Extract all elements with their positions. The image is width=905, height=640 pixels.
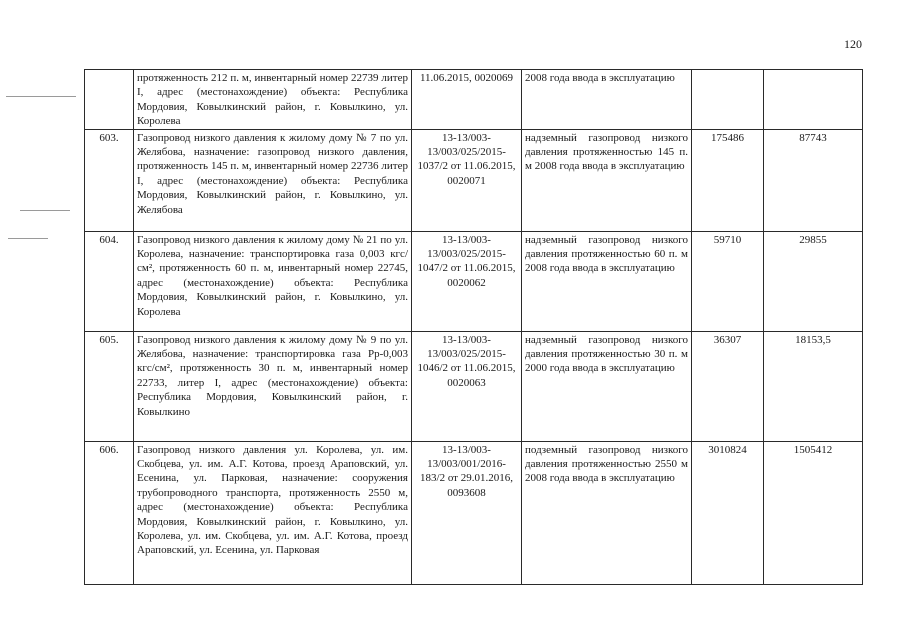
registration-number: 13-13/003-13/003/025/2015-1037/2 от 11.06.2015, 0020071 [412,129,522,231]
row-number: 605. [85,331,134,441]
object-characteristics: подземный газопровод низкого давления протяженностью 2550 м 2008 года ввода в эксплуатацию [522,441,692,584]
object-description: Газопровод низкого давления к жилому дому № 21 по ул. Королева, назначение: транспортировка газа 0,003 кгс/см², протяженность 60 п. м, инвентарный номер 22745, адрес (местонахождение) объекта: Республика Мордовия, Ковылкинский район, г. Ковылкино, ул. Королева [134,231,412,331]
page-number: 120 [844,37,862,51]
row-number: 604. [85,231,134,331]
table-row [85,331,863,441]
value-2: 29855 [764,231,863,331]
object-characteristics: надземный газопровод низкого давления протяженностью 30 п. м 2000 года ввода в эксплуатацию [522,331,692,441]
registration-number: 13-13/003-13/003/025/2015-1046/2 от 11.06.2015, 0020063 [412,331,522,441]
value-1: 36307 [692,331,764,441]
value-2: 1505412 [764,441,863,584]
value-2 [764,70,863,130]
table-row [85,441,863,584]
value-1: 3010824 [692,441,764,584]
registration-number: 13-13/003-13/003/025/2015-1047/2 от 11.06.2015, 0020062 [412,231,522,331]
table-row [85,70,863,130]
scan-margin-marks [0,0,84,640]
row-number: 603. [85,129,134,231]
registration-number: 11.06.2015, 0020069 [412,70,522,130]
row-number [85,70,134,130]
object-description: протяженность 212 п. м, инвентарный номер 22739 литер I, адрес (местонахождение) объекта: Республика Мордовия, Ковылкинский район, г. Ковылкино, ул. Королева [134,70,412,130]
object-description: Газопровод низкого давления к жилому дому № 9 по ул. Желябова, назначение: транспортировка газа Рр-0,003 кгс/см², протяженность 30 п. м, инвентарный номер 22733, литер I, адрес (местонахождение) объекта: Республика Мордовия, Ковылкинский район, г. Ковылкино [134,331,412,441]
row-number: 606. [85,441,134,584]
object-characteristics: 2008 года ввода в эксплуатацию [522,70,692,130]
table-row [85,129,863,231]
object-characteristics: надземный газопровод низкого давления протяженностью 60 п. м 2008 года ввода в эксплуатацию [522,231,692,331]
object-characteristics: надземный газопровод низкого давления протяженностью 145 п. м 2008 года ввода в эксплуатацию [522,129,692,231]
object-description: Газопровод низкого давления ул. Королева, ул. им. Скобцева, ул. им. А.Г. Котова, проезд Араповский, ул. Есенина, ул. Парковая, назначение: сооружения трубопроводного транспорта, протяженность 2550 м, адрес (местонахождение) объекта: Республика Мордовия, Ковылкинский район, г. Ковылкино, ул. Королева, ул. им. Скобцева, ул. им. А.Г. Котова, проезд Араповский, ул. Есенина, ул. Парковая [134,441,412,584]
registration-number: 13-13/003-13/003/001/2016-183/2 от 29.01.2016, 0093608 [412,441,522,584]
property-register-table [84,69,863,585]
value-1 [692,70,764,130]
value-2: 18153,5 [764,331,863,441]
object-description: Газопровод низкого давления к жилому дому № 7 по ул. Желябова, назначение: газопровод низкого давления, протяженность 145 п. м, инвентарный номер 22736 литер I, адрес (местонахождение) объекта: Республика Мордовия, Ковылкинский район, г. Ковылкино, ул. Желябова [134,129,412,231]
table-row [85,231,863,331]
value-1: 175486 [692,129,764,231]
value-2: 87743 [764,129,863,231]
value-1: 59710 [692,231,764,331]
